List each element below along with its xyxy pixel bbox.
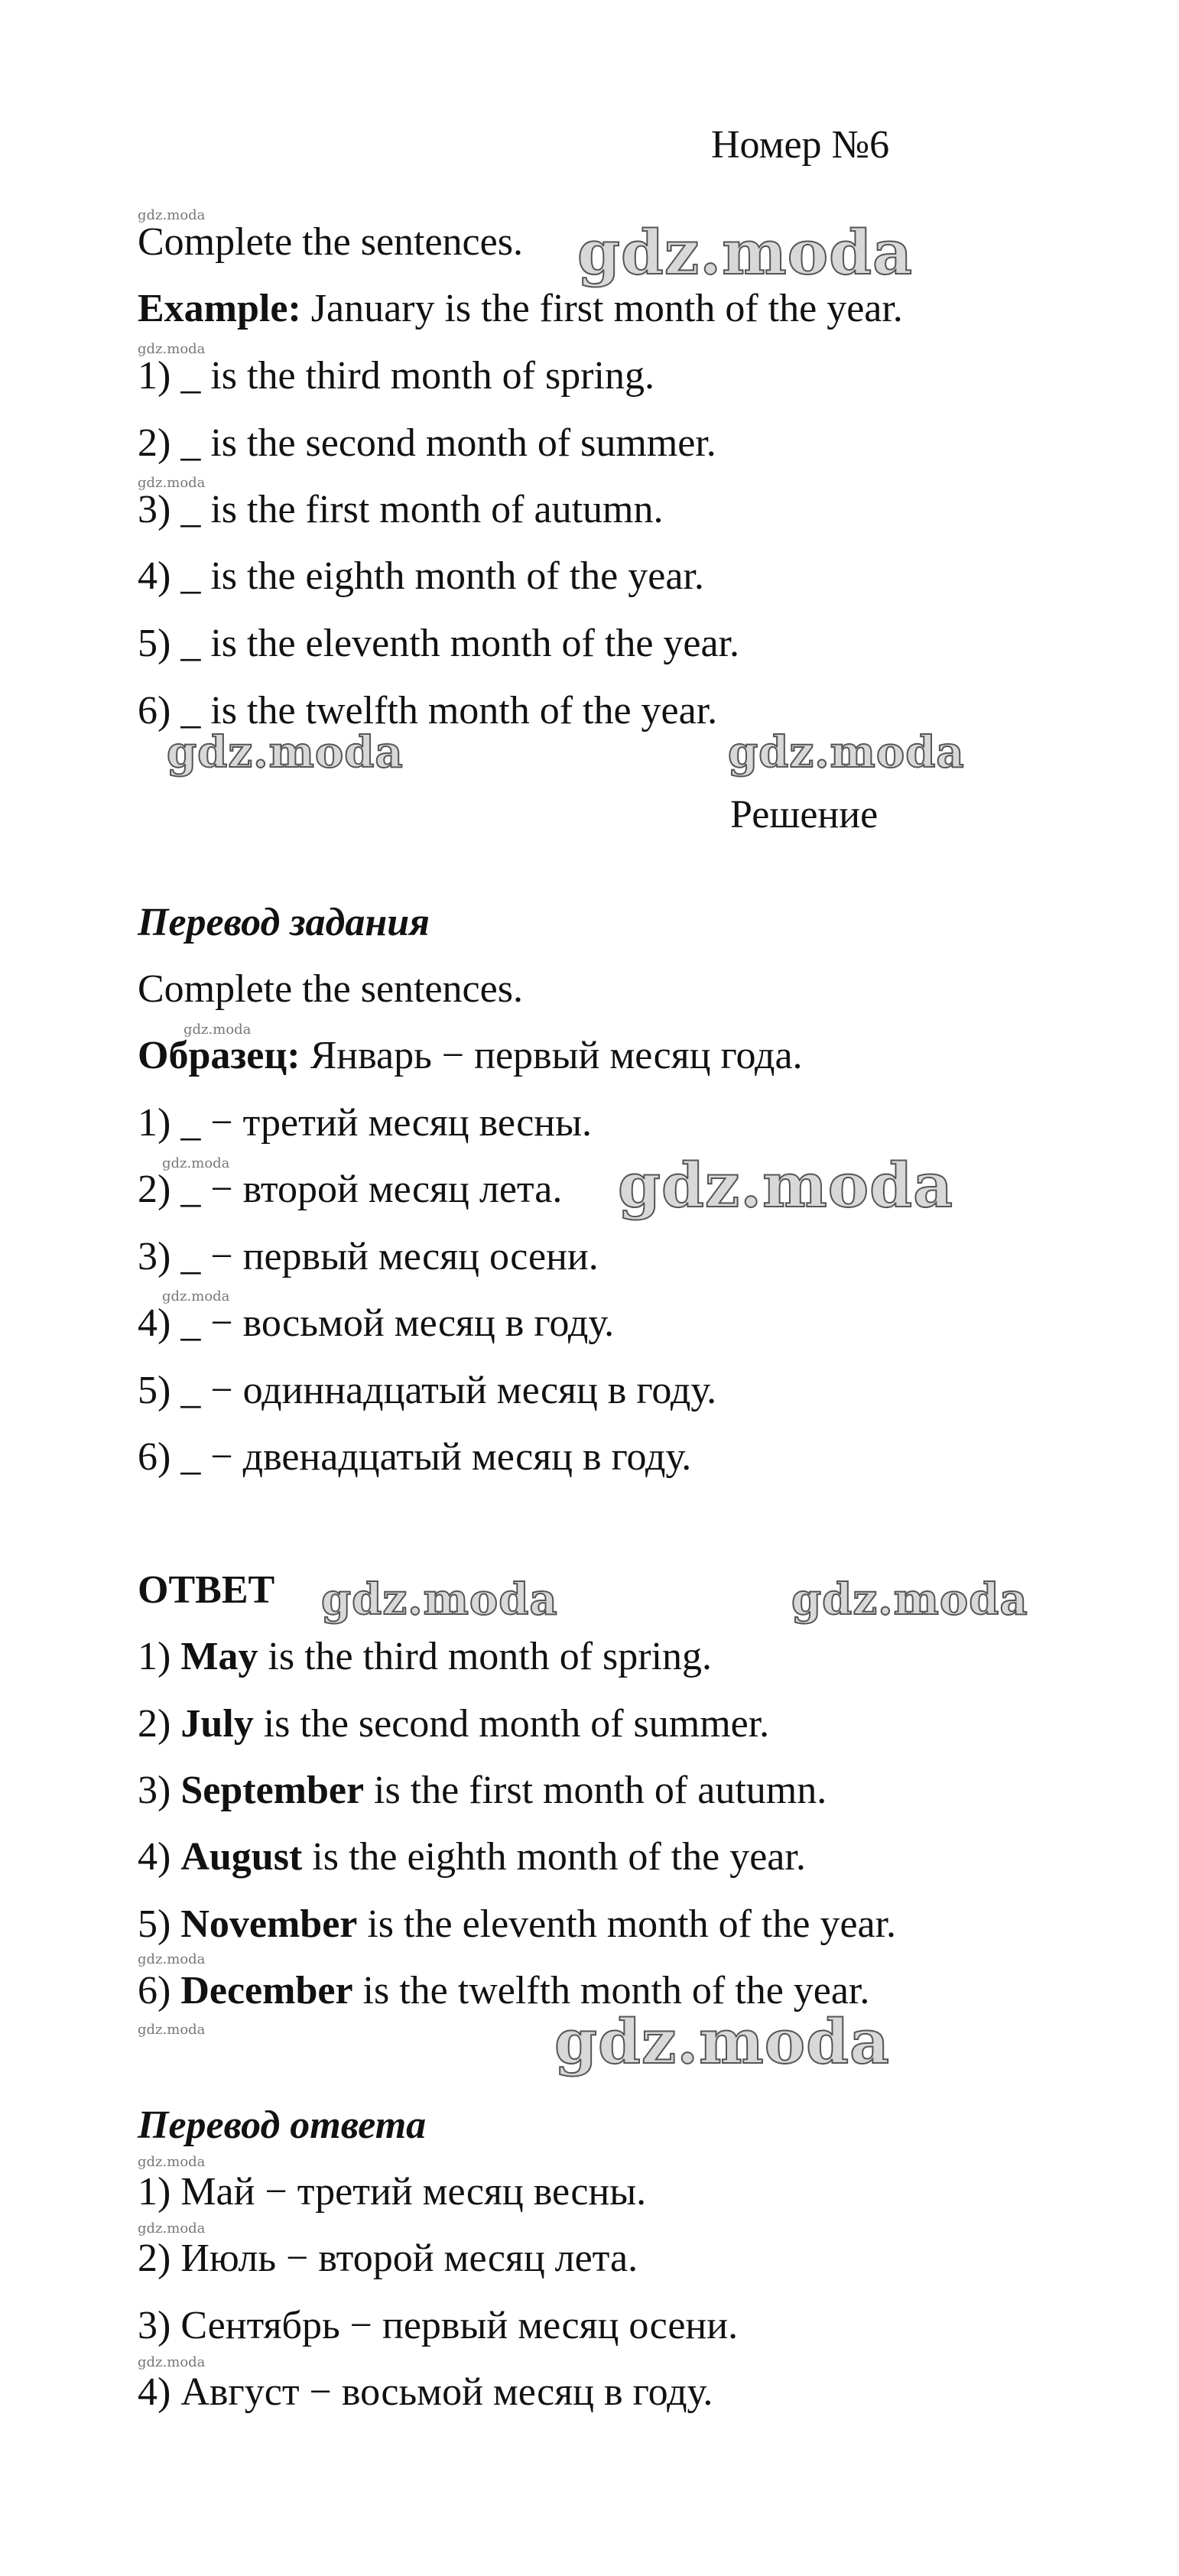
answer-rest: is the third month of spring.	[258, 1635, 713, 1678]
task-item: 4) _ is the eighth month of the year.	[138, 554, 704, 598]
answer-word: December	[180, 1969, 353, 2012]
answer-item	[138, 1632, 712, 1681]
translation-item: 6) _ − двенадцатый месяц в году.	[138, 1435, 692, 1479]
translation-example-label: Образец:	[138, 1034, 300, 1077]
answer-translation-item: 4) Август − восьмой месяц в году.	[138, 2370, 713, 2414]
answer-item	[138, 1900, 896, 1949]
answer-translation-heading: Перевод ответа	[138, 2103, 427, 2147]
task-example	[138, 284, 903, 333]
tiny-watermark: gdz.moda	[138, 2220, 206, 2237]
tiny-watermark: gdz.moda	[184, 1022, 252, 1038]
answer-translation-item: 3) Сентябрь − первый месяц осени.	[138, 2304, 739, 2347]
translation-example	[138, 1031, 803, 1080]
tiny-watermark: gdz.moda	[138, 1951, 206, 1967]
translation-item: 3) _ − первый месяц осени.	[138, 1235, 599, 1278]
answer-num: 5)	[138, 1902, 181, 1946]
answer-rest: is the first month of autumn.	[364, 1769, 827, 1812]
task-item: 1) _ is the third month of spring.	[138, 354, 654, 398]
answer-translation-item: 1) Май − третий месяц весны.	[138, 2170, 647, 2214]
tiny-watermark: gdz.moda	[138, 2154, 206, 2170]
watermark: gdz.moda	[321, 1574, 558, 1625]
translation-item: 2) _ − второй месяц лета.	[138, 1168, 563, 1211]
tiny-watermark: gdz.moda	[162, 1288, 230, 1304]
watermark: gdz.moda	[728, 727, 965, 778]
translation-item: 1) _ − третий месяц весны.	[138, 1101, 593, 1145]
example-label: Example:	[138, 287, 301, 330]
answer-rest: is the second month of summer.	[253, 1702, 770, 1746]
watermark: gdz.moda	[167, 727, 404, 778]
answer-rest: is the twelfth month of the year.	[352, 1969, 870, 2012]
answer-num: 2)	[138, 1702, 181, 1746]
answer-item	[138, 1766, 827, 1815]
watermark: gdz.moda	[554, 2006, 890, 2077]
task-item: 6) _ is the twelfth month of the year.	[138, 689, 718, 733]
answer-word: August	[180, 1835, 303, 1879]
translation-item: 4) _ − восьмой месяц в году.	[138, 1301, 615, 1345]
answer-num: 1)	[138, 1635, 181, 1678]
task-translation-heading: Перевод задания	[138, 901, 430, 944]
answer-item	[138, 1833, 806, 1882]
tiny-watermark: gdz.moda	[138, 475, 206, 491]
translation-instruction: Complete the sentences.	[138, 967, 523, 1011]
answer-heading: ОТВЕТ	[138, 1568, 275, 1612]
tiny-watermark: gdz.moda	[162, 1155, 230, 1171]
solution-label: Решение	[730, 793, 879, 836]
task-item: 3) _ is the first month of autumn.	[138, 488, 664, 531]
task-instruction: Complete the sentences.	[138, 220, 523, 264]
answer-num: 3)	[138, 1769, 181, 1812]
answer-rest: is the eighth month of the year.	[302, 1835, 806, 1879]
watermark: gdz.moda	[618, 1149, 953, 1221]
answer-word: May	[180, 1635, 258, 1678]
watermark: gdz.moda	[791, 1574, 1028, 1625]
tiny-watermark: gdz.moda	[138, 2354, 206, 2370]
translation-example-text: Январь − первый месяц года.	[300, 1034, 803, 1077]
answer-rest: is the eleventh month of the year.	[357, 1902, 897, 1946]
page-title: Номер №6	[711, 123, 890, 167]
answer-num: 4)	[138, 1835, 181, 1879]
watermark: gdz.moda	[577, 216, 913, 288]
answer-item	[138, 1700, 769, 1749]
answer-word: July	[180, 1702, 254, 1746]
answer-num: 6)	[138, 1969, 181, 2012]
answer-translation-item: 2) Июль − второй месяц лета.	[138, 2237, 638, 2280]
answer-word: November	[180, 1902, 358, 1946]
tiny-watermark: gdz.moda	[138, 2022, 206, 2038]
tiny-watermark: gdz.moda	[138, 341, 206, 357]
answer-word: September	[180, 1769, 365, 1812]
example-text: January is the first month of the year.	[300, 287, 903, 330]
task-item: 5) _ is the eleventh month of the year.	[138, 622, 740, 665]
translation-item: 5) _ − одиннадцатый месяц в году.	[138, 1369, 717, 1412]
tiny-watermark: gdz.moda	[138, 207, 206, 223]
task-item: 2) _ is the second month of summer.	[138, 421, 716, 465]
